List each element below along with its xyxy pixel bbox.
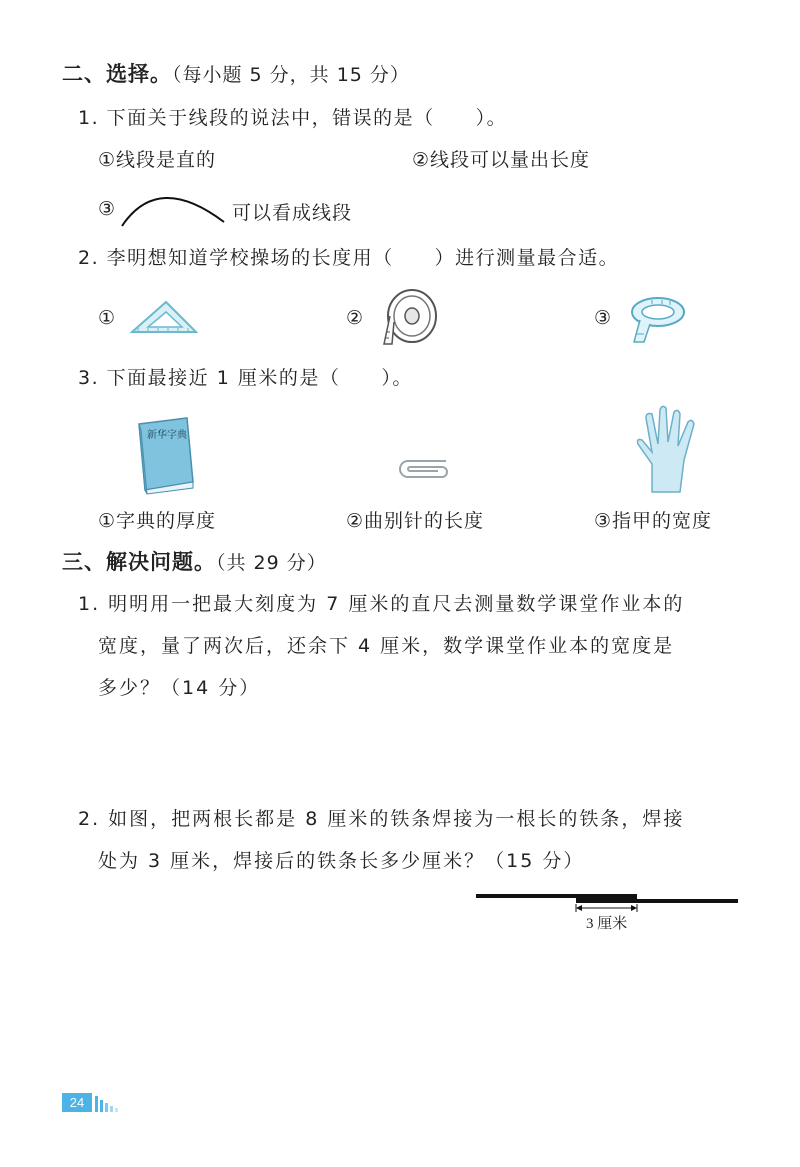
page-bar-decoration-icon <box>94 1096 124 1112</box>
set-square-ruler-icon <box>128 298 200 336</box>
hand-icon <box>632 404 700 494</box>
section-2-title: 二、选择。 <box>62 62 172 86</box>
curved-line-figure <box>118 182 228 232</box>
overlap-length-label: 3 厘米 <box>586 916 628 932</box>
question-1-stem: 1. 下面关于线段的说法中，错误的是（ ）。 <box>78 107 508 129</box>
question-1-option-3-marker: ③ <box>98 198 117 220</box>
soft-tape-measure-icon <box>622 292 688 344</box>
question-2-stem: 2. 李明想知道学校操场的长度用（ ）进行测量最合适。 <box>78 247 620 269</box>
question-2-marker-1: ① <box>98 307 117 329</box>
question-1-option-2: ②线段可以量出长度 <box>412 149 591 171</box>
page-number: 24 <box>62 1093 92 1112</box>
section-3-title: 三、解决问题。 <box>62 550 216 574</box>
problem-1-line-3: 多少？（14 分） <box>98 677 261 699</box>
problem-1-line-1: 1. 明明用一把最大刻度为 7 厘米的直尺去测量数学课堂作业本的 <box>78 593 685 615</box>
problem-2-line-2: 处为 3 厘米，焊接后的铁条长多少厘米？（15 分） <box>98 850 585 872</box>
section-3-heading <box>62 546 327 576</box>
question-2-marker-3: ③ <box>594 307 613 329</box>
question-1-option-1: ①线段是直的 <box>98 149 217 171</box>
tape-measure-reel-icon <box>376 288 440 348</box>
question-3-option-1: ①字典的厚度 <box>98 510 217 532</box>
problem-1-line-2: 宽度，量了两次后，还余下 4 厘米，数学课堂作业本的宽度是 <box>98 635 675 657</box>
section-2-score: （每小题 5 分，共 15 分） <box>172 64 410 86</box>
section-3-score: （共 29 分） <box>216 552 327 574</box>
question-3-option-2: ②曲别针的长度 <box>346 510 485 532</box>
problem-2-line-1: 2. 如图，把两根长都是 8 厘米的铁条焊接为一根长的铁条，焊接 <box>78 808 685 830</box>
question-2-marker-2: ② <box>346 307 365 329</box>
paper-clip-icon <box>396 455 452 479</box>
question-3-option-3: ③指甲的宽度 <box>594 510 713 532</box>
section-2-heading <box>62 58 410 88</box>
welded-bars-diagram <box>474 888 740 938</box>
question-3-stem: 3. 下面最接近 1 厘米的是（ ）。 <box>78 367 413 389</box>
question-1-option-3-text: 可以看成线段 <box>232 202 353 224</box>
dictionary-book-icon <box>135 416 197 496</box>
book-title-label: 新华字典 <box>147 430 187 441</box>
